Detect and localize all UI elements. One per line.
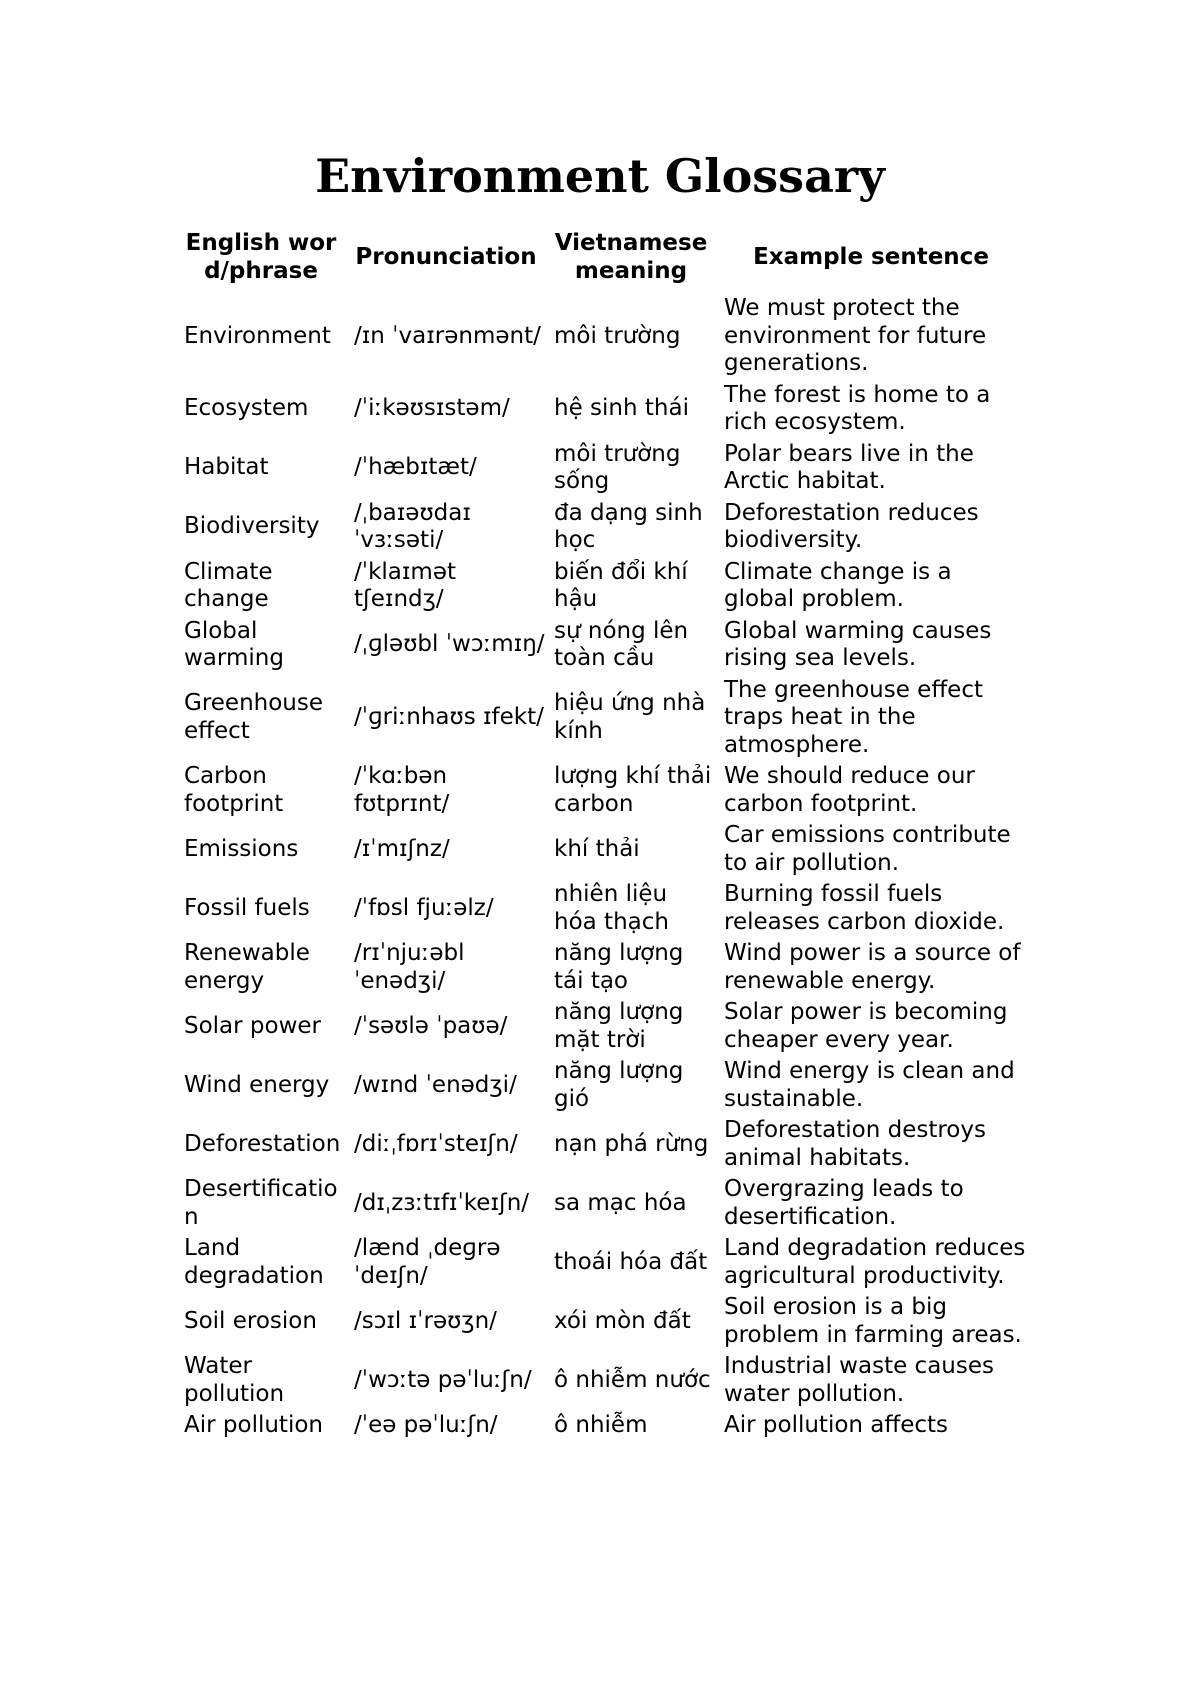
english-cell: Water pollution [184,1353,285,1407]
pronunciation-cell: /ˈsəʊlə ˈpaʊə/ [354,1012,508,1039]
pronunciation-cell: /ɪˈmɪʃnz/ [354,835,450,862]
vietnamese-cell: năng lượng gió [554,1058,684,1112]
table-row [176,879,1026,938]
vietnamese-cell: xói mòn đất [554,1307,691,1334]
english-cell: Land degradation [184,1235,324,1289]
vietnamese-cell: sa mạc hóa [554,1189,687,1216]
example-cell: We must protect the environment for future generations. [724,295,987,376]
pronunciation-cell: /ˈfɒsl fjuːəlz/ [354,894,494,921]
pronunciation-cell: /diːˌfɒrɪˈsteɪʃn/ [354,1130,518,1157]
english-cell: Solar power [184,1012,322,1039]
table-row [176,997,1026,1056]
table-row [176,1351,1026,1410]
vietnamese-cell: môi trường [554,322,681,349]
english-cell: Carbon footprint [184,763,284,817]
pronunciation-cell: /ˌbaɪəʊdaɪ ˈvɜːsəti/ [354,499,471,553]
english-cell: Climate change [184,558,273,612]
example-cell: Climate change is a global problem. [724,558,952,612]
example-cell: Overgrazing leads to desertification. [724,1176,964,1230]
english-cell: Deforestation [184,1130,341,1157]
example-cell: Deforestation destroys animal habitats. [724,1117,986,1171]
vietnamese-cell: năng lượng tái tạo [554,940,684,994]
pronunciation-cell: /ˈɡriːnhaʊs ɪfekt/ [354,704,544,730]
page-title: Environment Glossary [315,149,885,203]
header-pronunciation: Pronunciation [355,243,537,270]
table-row [176,1292,1026,1351]
pronunciation-cell: /rɪˈnjuːəbl ˈenədʒi/ [354,940,465,994]
pronunciation-cell: /ˈeə pəˈluːʃn/ [354,1412,498,1438]
english-cell: Desertification [184,1176,338,1230]
english-cell: Biodiversity [184,513,320,540]
vietnamese-cell: khí thải [554,835,640,862]
vietnamese-cell: đa dạng sinh học [554,499,703,553]
vietnamese-cell: nhiên liệu hóa thạch [554,881,669,935]
vietnamese-cell: môi trường sống [554,440,681,494]
table-row [176,820,1026,879]
pronunciation-cell: /ˈkɑːbən fʊtprɪnt/ [354,763,450,817]
table-row [176,616,1026,675]
vietnamese-cell: lượng khí thải carbon [554,763,712,817]
example-cell: Wind power is a source of renewable energy. [724,940,1021,994]
example-cell: Deforestation reduces biodiversity. [724,499,979,553]
vietnamese-cell: năng lượng mặt trời [554,999,684,1053]
example-cell: Burning fossil fuels releases carbon dioxide. [724,881,1005,935]
table-row [176,380,1026,439]
vietnamese-cell: sự nóng lên toàn cầu [554,617,689,671]
example-cell: Car emissions contribute to air pollution. [724,822,1011,876]
table-row [176,1115,1026,1174]
example-cell: Wind energy is clean and sustainable. [724,1058,1015,1112]
table-row [176,439,1026,498]
english-cell: Renewable energy [184,940,310,994]
header-english: English word/phrase [185,230,337,284]
vietnamese-cell: thoái hóa đất [554,1248,708,1275]
vietnamese-cell: hệ sinh thái [554,395,689,422]
table-row [176,1410,1026,1442]
english-cell: Fossil fuels [184,894,310,921]
english-cell: Global warming [184,617,284,671]
pronunciation-cell: /sɔɪl ɪˈrəʊʒn/ [354,1307,497,1334]
pronunciation-cell: /lænd ˌdeɡrə ˈdeɪʃn/ [354,1235,501,1289]
vietnamese-cell: ô nhiễm nước [554,1366,711,1393]
header-vietnamese: Vietnamese meaning [554,230,708,284]
pronunciation-cell: /ˈiːkəʊsɪstəm/ [354,395,510,422]
vietnamese-cell: hiệu ứng nhà kính [554,690,706,744]
english-cell: Air pollution [184,1412,323,1438]
table-row [176,938,1026,997]
example-cell: Polar bears live in the Arctic habitat. [724,440,974,494]
table-row [176,1233,1026,1292]
pronunciation-cell: /ˈwɔːtə pəˈluːʃn/ [354,1366,532,1393]
example-cell: Solar power is becoming cheaper every year. [724,999,1008,1053]
example-cell: Industrial waste causes water pollution. [724,1353,994,1407]
vietnamese-cell: ô nhiễm [554,1412,648,1438]
example-cell: The forest is home to a rich ecosystem. [724,381,991,435]
header-example: Example sentence [753,243,989,270]
pronunciation-cell: /ˈklaɪmət tʃeɪndʒ/ [354,558,456,612]
table-row [176,557,1026,616]
table-row [176,293,1026,380]
english-cell: Greenhouse effect [184,690,324,744]
vietnamese-cell: biến đổi khí hậu [554,558,688,612]
table-row [176,498,1026,557]
example-cell: Land degradation reduces agricultural productivity. [724,1235,1026,1289]
pronunciation-cell: /wɪnd ˈenədʒi/ [354,1071,517,1098]
header-row [176,230,1026,293]
example-cell: Air pollution affects [724,1412,949,1438]
pronunciation-cell: /dɪˌzɜːtɪfɪˈkeɪʃn/ [354,1189,530,1216]
english-cell: Soil erosion [184,1307,317,1334]
example-cell: We should reduce our carbon footprint. [724,763,975,817]
english-cell: Habitat [184,454,269,481]
vietnamese-cell: nạn phá rừng [554,1130,709,1157]
glossary-table [176,230,1026,1442]
example-cell: Soil erosion is a big problem in farming areas. [724,1294,1022,1348]
table-row [176,1056,1026,1115]
table-row [176,761,1026,820]
pronunciation-cell: /ˈhæbɪtæt/ [354,454,477,481]
english-cell: Emissions [184,835,299,862]
table-row [176,1174,1026,1233]
pronunciation-cell: /ˌɡləʊbl ˈwɔːmɪŋ/ [354,631,545,658]
example-cell: Global warming causes rising sea levels. [724,617,992,671]
example-cell: The greenhouse effect traps heat in the atmosphere. [724,676,983,758]
english-cell: Wind energy [184,1071,330,1098]
table-row [176,675,1026,762]
pronunciation-cell: /ɪn ˈvaɪrənmənt/ [354,322,541,349]
english-cell: Environment [184,322,331,349]
english-cell: Ecosystem [184,395,309,422]
